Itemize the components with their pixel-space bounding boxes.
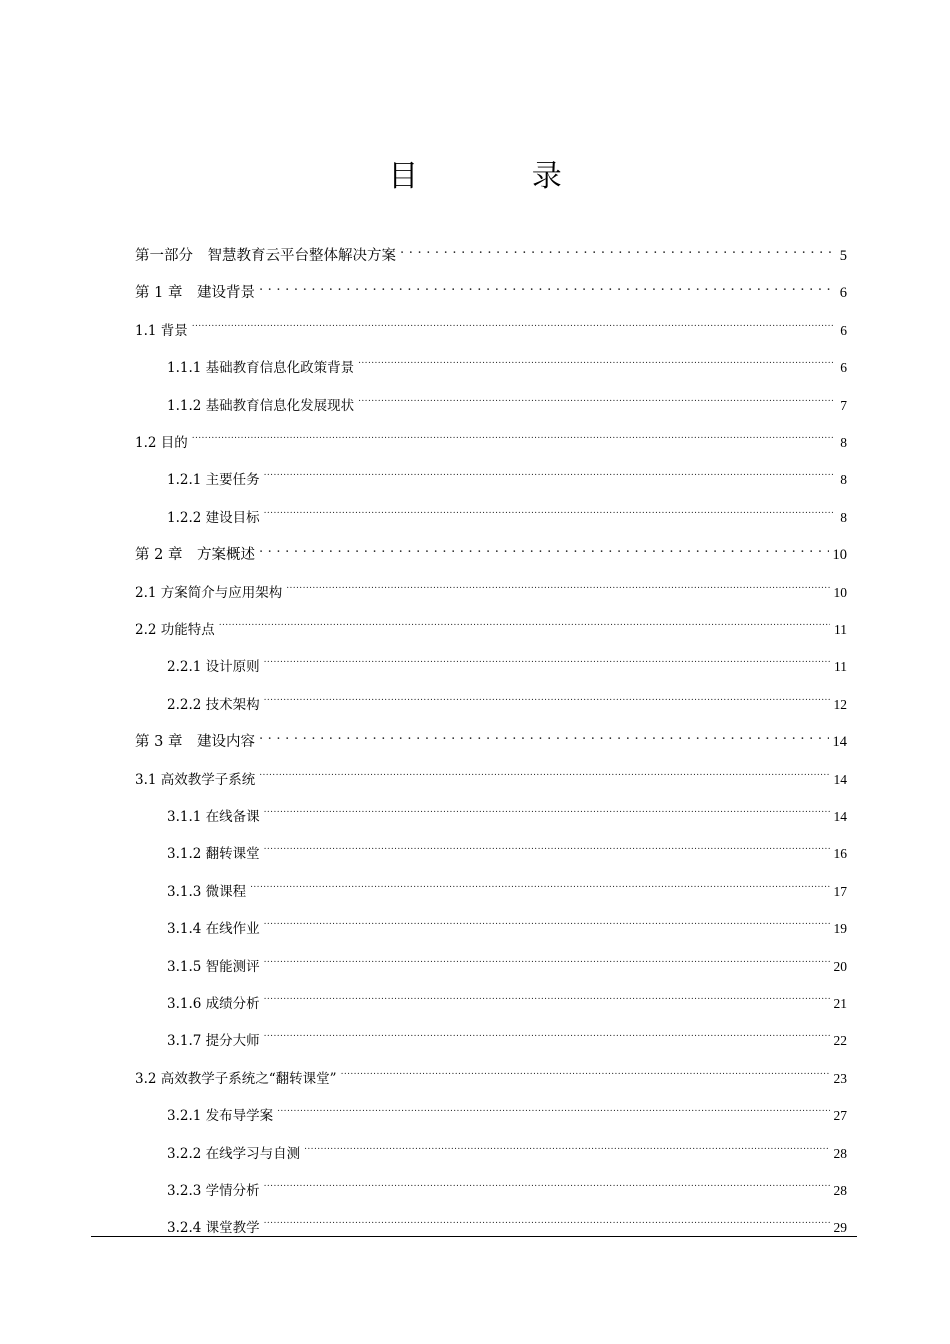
toc-entry[interactable] (167, 498, 847, 526)
toc-entry-page: 20 (833, 958, 847, 974)
toc-entry-label: 3.2.4 课堂教学 (167, 1220, 260, 1237)
toc-entry-label: 3.1.7 提分大师 (167, 1033, 260, 1050)
toc-entry-page: 14 (833, 809, 847, 824)
toc-leader-dots (264, 498, 833, 522)
toc-leader-dots (264, 685, 830, 709)
toc-entry-page: 10 (832, 547, 847, 564)
toc-entry-label: 3.1.6 成绩分析 (167, 996, 260, 1012)
toc-entry[interactable] (167, 1096, 847, 1125)
toc-entry-page: 22 (833, 1033, 847, 1049)
toc-entry-label: 3.1.3 微课程 (167, 883, 247, 900)
toc-entry[interactable] (167, 947, 847, 975)
toc-entry-label: 3.2.2 在线学习与自测 (167, 1145, 301, 1162)
toc-entry[interactable] (167, 1171, 847, 1199)
footer-rule (91, 1236, 857, 1237)
toc-entry-page: 29 (833, 1220, 847, 1236)
toc-leader-dots (264, 1021, 830, 1045)
toc-entry-label: 1.1.2 基础教育信息化发展现状 (167, 397, 355, 414)
toc-leader-dots (264, 909, 830, 933)
toc-leader-dots (358, 386, 833, 410)
toc-entry-label: 3.1 高效教学子系统 (135, 771, 256, 788)
toc-entry-page: 11 (834, 622, 847, 637)
toc-entry-label: 3.1.2 翻转课堂 (167, 846, 260, 863)
toc-entry-page: 23 (833, 1070, 847, 1086)
toc-entry-label: 2.2.1 设计原则 (167, 659, 260, 676)
toc-entry[interactable] (135, 760, 847, 788)
toc-entry[interactable] (167, 1021, 847, 1050)
toc-entry[interactable] (167, 834, 847, 863)
toc-entry[interactable] (135, 236, 847, 264)
toc-entry[interactable] (167, 1134, 847, 1162)
toc-leader-dots (259, 722, 829, 746)
toc-leader-dots (264, 1171, 830, 1195)
toc-entry-label: 2.2.2 技术架构 (167, 696, 260, 713)
toc-entry-page: 8 (840, 472, 847, 488)
toc-entry[interactable] (167, 460, 847, 489)
toc-entry-page: 28 (833, 1145, 847, 1161)
toc-entry[interactable] (167, 647, 847, 676)
toc-entry-page: 14 (833, 771, 847, 787)
toc-entry[interactable] (167, 685, 847, 713)
toc-leader-dots (192, 311, 833, 335)
toc-entry-label: 3.1.1 在线备课 (167, 809, 260, 825)
toc-leader-dots (264, 460, 833, 484)
toc-leader-dots (250, 872, 829, 896)
toc-entry[interactable] (167, 1208, 847, 1237)
toc-entry[interactable] (167, 872, 847, 900)
toc-entry[interactable] (135, 273, 847, 302)
toc-leader-dots (264, 947, 830, 971)
toc-entry-label: 1.2.2 建设目标 (167, 509, 260, 526)
toc-leader-dots (277, 1096, 829, 1120)
toc-entry[interactable] (135, 423, 847, 451)
page-title: 目 录 (388, 159, 614, 194)
toc-entry[interactable] (167, 984, 847, 1012)
toc-leader-dots (264, 647, 830, 671)
toc-entry-label: 1.1.1 基础教育信息化政策背景 (167, 360, 355, 377)
toc-entry-page: 16 (833, 846, 847, 862)
toc-leader-dots (264, 834, 830, 858)
toc-entry-label: 1.2.1 主要任务 (167, 472, 260, 489)
toc-leader-dots (259, 273, 833, 297)
toc-leader-dots (286, 573, 829, 597)
toc-entry-page: 7 (840, 397, 847, 413)
toc-leader-dots (400, 236, 833, 260)
toc-entry-page: 27 (833, 1108, 847, 1124)
toc-entry-page: 6 (839, 285, 847, 302)
toc-entry-page: 10 (833, 584, 847, 600)
toc-entry-page: 6 (840, 360, 847, 376)
toc-entry[interactable] (135, 311, 847, 339)
toc-leader-dots (264, 797, 830, 821)
toc-entry[interactable] (167, 348, 847, 377)
toc-entry-page: 12 (833, 696, 847, 712)
toc-entry-page: 11 (834, 659, 847, 675)
toc-entry-page: 5 (839, 248, 847, 264)
toc-entry-label: 3.1.4 在线作业 (167, 921, 260, 938)
toc-entry-label: 第 3 章 建设内容 (135, 734, 255, 751)
toc-entry-page: 14 (832, 734, 847, 751)
toc-leader-dots (358, 348, 833, 372)
toc-entry-label: 3.1.5 智能测评 (167, 958, 260, 975)
toc-entry-page: 8 (840, 509, 847, 525)
toc-entry-page: 28 (833, 1183, 847, 1198)
toc-entry[interactable] (167, 386, 847, 414)
toc-entry[interactable] (135, 610, 847, 638)
toc-entry-page: 6 (840, 322, 847, 338)
toc-entry-label: 第 2 章 方案概述 (135, 547, 255, 564)
toc-leader-dots (341, 1059, 830, 1083)
toc-entry-label: 2.1 方案简介与应用架构 (135, 584, 283, 601)
toc-leader-dots (304, 1134, 829, 1158)
toc-entry-label: 1.1 背景 (135, 322, 188, 339)
toc-entry-label: 3.2.3 学情分析 (167, 1183, 260, 1199)
toc-entry[interactable] (135, 722, 847, 751)
toc-entry-page: 21 (833, 996, 847, 1011)
toc-entry-label: 3.2 高效教学子系统之“翻转课堂” (135, 1070, 337, 1087)
toc-entry[interactable] (135, 1059, 847, 1087)
toc-entry[interactable] (135, 573, 847, 601)
toc-entry-label: 2.2 功能特点 (135, 622, 215, 638)
toc-entry-label: 1.2 目的 (135, 435, 188, 451)
toc-leader-dots (259, 535, 829, 559)
toc-entry-page: 19 (833, 921, 847, 937)
toc-entry[interactable] (167, 797, 847, 825)
toc-leader-dots (219, 610, 830, 634)
toc-entry-label: 3.2.1 发布导学案 (167, 1108, 274, 1125)
toc-leader-dots (264, 1208, 830, 1232)
toc-entry-page: 17 (833, 883, 847, 899)
toc-entry[interactable] (135, 535, 847, 564)
toc-entry[interactable] (167, 909, 847, 938)
toc-entry-label: 第一部分 智慧教育云平台整体解决方案 (135, 248, 396, 264)
toc-leader-dots (192, 423, 833, 447)
toc-entry-label: 第 1 章 建设背景 (135, 285, 255, 302)
toc-leader-dots (264, 984, 830, 1008)
toc-leader-dots (259, 760, 829, 784)
toc-entry-page: 8 (840, 435, 847, 450)
